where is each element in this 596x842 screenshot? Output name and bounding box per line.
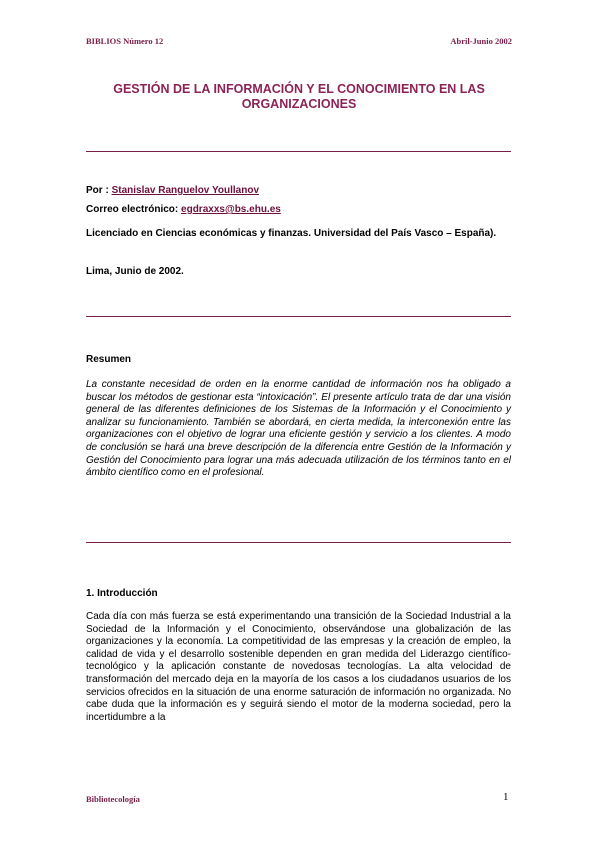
divider-rule — [86, 151, 511, 152]
article-title: GESTIÓN DE LA INFORMACIÓN Y EL CONOCIMIENTO EN LAS ORGANIZACIONES — [113, 82, 485, 111]
author-name-link[interactable]: Stanislav Ranguelov Youllanov — [111, 185, 260, 196]
footer-label: Bibliotecología — [86, 794, 140, 804]
abstract-text: La constante necesidad de orden en la enorme cantidad de información nos ha obligado a buscar los métodos de gestionar esta “intoxicación”. El presente artículo trata de dar una visión general de las diferentes definiciones de los Sistemas de la Información y el Conocimiento y analizar su funcionamiento. También se abordará, en cierta medida, la interconexión entre las organizaciones con el objetivo de lograr una eficiente gestión y servicio a los clientes. A modo de conclusión se hará una breve descripción de la diferencia entre Gestión de la Información y Gestión del Conocimiento para lograr una más adecuada utilización de los términos tanto en el ámbito científico como en el profesional. — [86, 379, 511, 479]
email-link[interactable]: egdraxxs@bs.ehu.es — [181, 204, 281, 215]
divider-rule — [86, 542, 511, 543]
place-date: Lima, Junio de 2002. — [86, 266, 184, 277]
running-header-left: BIBLIOS Número 12 — [86, 36, 164, 46]
page-number: 1 — [503, 791, 509, 803]
section-heading-introduccion: 1. Introducción — [86, 588, 158, 599]
abstract-heading: Resumen — [86, 354, 132, 365]
email-label: Correo electrónico: — [86, 204, 182, 215]
divider-rule — [86, 316, 511, 317]
section-body-introduccion: Cada día con más fuerza se está experimentando una transición de la Sociedad Industrial a la Sociedad de la Información y el Conocimiento, observándose una globalización de las organizaciones y la economía. La competitividad de las empresas y la creación de empleo, la calidad de vida y el desarrollo sostenible dependen en gran medida del Liderazgo científico-tecnológico y la aplicación constante de novedosas tecnologías. La alta velocidad de transformación del mercado deja en la mayoría de los casos a los ciudadanos usuarios de los servicios ofrecidos en la situación de una enorme saturación de información no organizada. No cabe duda que la información es y seguirá siendo el motor de la moderna sociedad, pero la incertidumbre a la — [86, 611, 511, 723]
email-line — [86, 204, 281, 215]
author-line — [86, 185, 259, 196]
author-affiliation: Licenciado en Ciencias económicas y finanzas. Universidad del País Vasco – España). — [86, 228, 497, 239]
author-prefix: Por : — [86, 185, 112, 196]
running-header-right: Abril-Junio 2002 — [450, 36, 512, 46]
